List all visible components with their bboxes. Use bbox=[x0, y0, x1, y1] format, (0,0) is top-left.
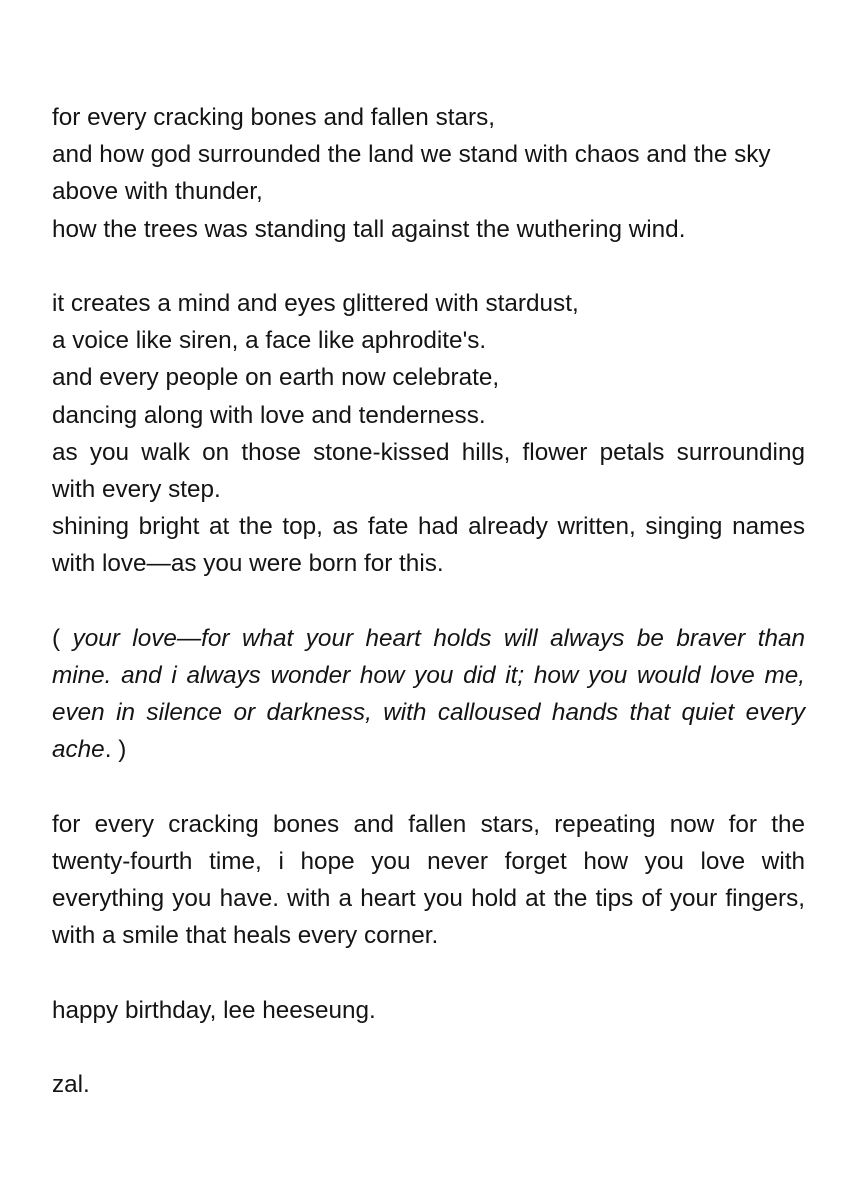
birthday-greeting: happy birthday, lee heeseung. bbox=[52, 996, 376, 1024]
stanza-2-line-5: as you walk on those stone-kissed hills, flower petals surrounding with every step. bbox=[52, 438, 805, 504]
stanza-1 bbox=[52, 99, 805, 248]
signature: zal. bbox=[52, 1071, 90, 1099]
stanza-3-parenthetical bbox=[52, 620, 805, 769]
letter-body bbox=[52, 99, 805, 1141]
stanza-1-line-2: and how god surrounded the land we stand with chaos and the sky above with thunder, bbox=[52, 141, 771, 206]
stanza-2-line-3: and every people on earth now celebrate, bbox=[52, 364, 500, 392]
stanza-2 bbox=[52, 285, 805, 583]
stanza-3-close-paren: . ) bbox=[104, 736, 127, 764]
stanza-2-line-6: shining bright at the top, as fate had already written, singing names with love—as you were born for this. bbox=[52, 513, 805, 578]
stanza-3-italic-text: your love—for what your heart holds will always be braver than mine. and i always wonder how you did it; how you would love me, even in silence or darkness, with calloused hands that quiet every ache bbox=[52, 624, 805, 764]
stanza-4: for every cracking bones and fallen stars, repeating now for the twenty-fourth time, i hope you never forget how you love with everything you have. with a heart you hold at the tips of your fingers, with a smile that heals every corner. bbox=[52, 810, 805, 950]
stanza-2-line-2: a voice like siren, a face like aphrodite's. bbox=[52, 327, 487, 355]
stanza-2-line-4: dancing along with love and tenderness. bbox=[52, 401, 486, 429]
stanza-2-line-1: it creates a mind and eyes glittered with stardust, bbox=[52, 290, 579, 317]
stanza-3-open-paren: ( bbox=[52, 624, 73, 652]
stanza-1-line-1: for every cracking bones and fallen stars, bbox=[52, 104, 495, 131]
stanza-1-line-3: how the trees was standing tall against the wuthering wind. bbox=[52, 215, 686, 243]
